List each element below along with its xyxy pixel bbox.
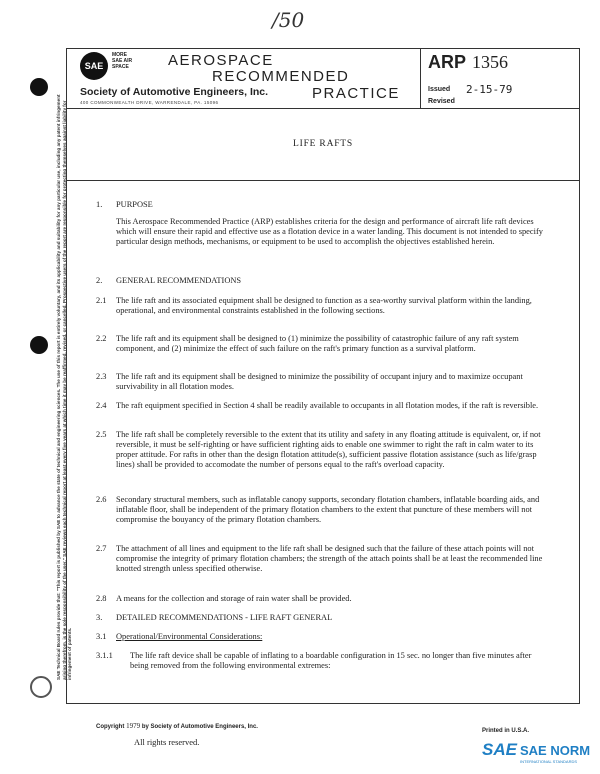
logo-caption: MORE SAE AIR SPACE — [112, 52, 133, 70]
section-text: Secondary structural members, such as inflatable canopy supports, secondary flotation chambers, inflatable boarding aids, and inflatable floor, shall be independent of the primary flotation chambers to the extent that puncture of these members will not compromise the bouyancy of the primary flotation chambers. — [116, 495, 540, 524]
section-number: 1. — [96, 200, 103, 209]
watermark-brand: SAE NORM — [520, 743, 591, 758]
section-text: The life raft and its equipment shall be designed to minimize the possibility of occupant injury and to maximize occupant survivability in all flotation modes. — [116, 372, 523, 391]
section-text: The attachment of all lines and equipment to the life raft shall be designed such that the failure of these attach points will not compromise the integrity of primary flotation chambers; the strength of the attach points shall be at least the recommended line knotted strength unless specified otherwise. — [116, 544, 543, 573]
handwritten-page-note: /50 — [272, 8, 305, 32]
punch-hole-top — [30, 78, 48, 96]
section-text: Operational/Environmental Considerations: — [116, 632, 263, 641]
section-number: 2.7 — [96, 544, 107, 553]
section-text: GENERAL RECOMMENDATIONS — [116, 276, 242, 285]
section-number: 2. — [96, 276, 103, 285]
section-text: The life raft shall be completely reversible to the extent that its utility and safety in any floating attitude is equivalent, or, if not reversible, it must be self-righting or have sufficient righting aids to enable one swimmer to right the raft in calm water to its proper attitude. For rafts in other than the design flotation attitude(s), sufficient passive flotation assistance (such as life/grasp lines) shall be provided to accomodate the number of persons equal to the raft's overload capacity. — [116, 430, 541, 469]
section-text: The raft equipment specified in Section 4 shall be readily available to occupants in all flotation modes, if the raft is reversible. — [116, 401, 539, 410]
section-number: 2.6 — [96, 495, 107, 504]
section-number: 3.1.1 — [96, 651, 113, 660]
section-heading: PURPOSE — [116, 200, 153, 209]
document-title: LIFE RAFTS — [293, 139, 353, 149]
section-number: 2.4 — [96, 401, 107, 410]
revised-label: Revised — [428, 98, 455, 105]
section-number: 3.1 — [96, 632, 107, 641]
header-divider — [66, 108, 580, 109]
section-number: 2.5 — [96, 430, 107, 439]
issued-label: Issued — [428, 86, 451, 93]
header-vertical-divider — [420, 48, 421, 108]
watermark-subtitle: INTERNATIONAL STANDARDS — [520, 759, 578, 764]
section-number: 2.1 — [96, 296, 107, 305]
society-address: 400 COMMONWEALTH DRIVE, WARRENDALE, PA. 15096 — [80, 100, 219, 105]
section-number: 2.3 — [96, 372, 107, 381]
issued-date: 2-15-79 — [466, 83, 513, 96]
header-title-line2: RECOMMENDED — [212, 68, 350, 85]
section-text: DETAILED RECOMMENDATIONS - LIFE RAFT GENERAL — [116, 613, 333, 622]
section-text: This Aerospace Recommended Practice (ARP) establishes criteria for the design and performance of aircraft life raft devices which will ensure their rapid and effective use as a flotation device in a water landing. This document is not intended to specify particular design methods, mechanisms, or equipment to be used to accomplish the objectives established herein. — [116, 217, 543, 246]
document-id: ARP 1356 — [428, 52, 509, 72]
header-title-line3: PRACTICE — [312, 85, 400, 102]
section-number: 2.8 — [96, 594, 107, 603]
printed-in: Printed in U.S.A. — [482, 728, 530, 734]
section-number: 2.2 — [96, 334, 107, 343]
section-number: 3. — [96, 613, 103, 622]
rights-reserved: All rights reserved. — [134, 737, 200, 747]
sidebar-disclaimer: SAE Technical Board rules provide that: "This report is published by SAE to advance the state of technical and engineering sciences. The use of this report is entirely voluntary, and its applicability and suitability for any particular use, including any patent infringement arising therefrom, is the sole responsibility of the user." SAE reviews each technical report at least every five years at which time it may be reaffirmed, revised, or cancelled. Prospective users of the report are responsible for protecting themselves against liability for infringement of patents. — [56, 94, 73, 680]
stamp-mark — [30, 676, 52, 698]
section-text: The life raft device shall be capable of inflating to a boardable configuration in 15 sec. no longer than five minutes after being removed from the following environmental extremes: — [130, 651, 532, 670]
header-title-line1: AEROSPACE — [168, 52, 274, 69]
punch-hole-middle — [30, 336, 48, 354]
watermark-logo: SAE — [482, 740, 517, 759]
title-divider — [66, 180, 580, 181]
society-name: Society of Automotive Engineers, Inc. — [80, 86, 269, 98]
copyright-line: Copyright 1979 by Society of Automotive Engineers, Inc. — [96, 722, 258, 730]
section-text: The life raft and its associated equipment shall be designed to function as a sea-worthy survival platform within the landing, operational, and environmental constraints established in the following sections. — [116, 296, 532, 315]
sae-logo-icon: SAE — [80, 52, 108, 80]
section-text: A means for the collection and storage of rain water shall be provided. — [116, 594, 352, 603]
section-text: The life raft and its equipment shall be designed to (1) minimize the possibility of catastrophic failure of any raft system component, and (2) minimize the effect of such failure on the raft's primary function as a survival platform. — [116, 334, 519, 353]
